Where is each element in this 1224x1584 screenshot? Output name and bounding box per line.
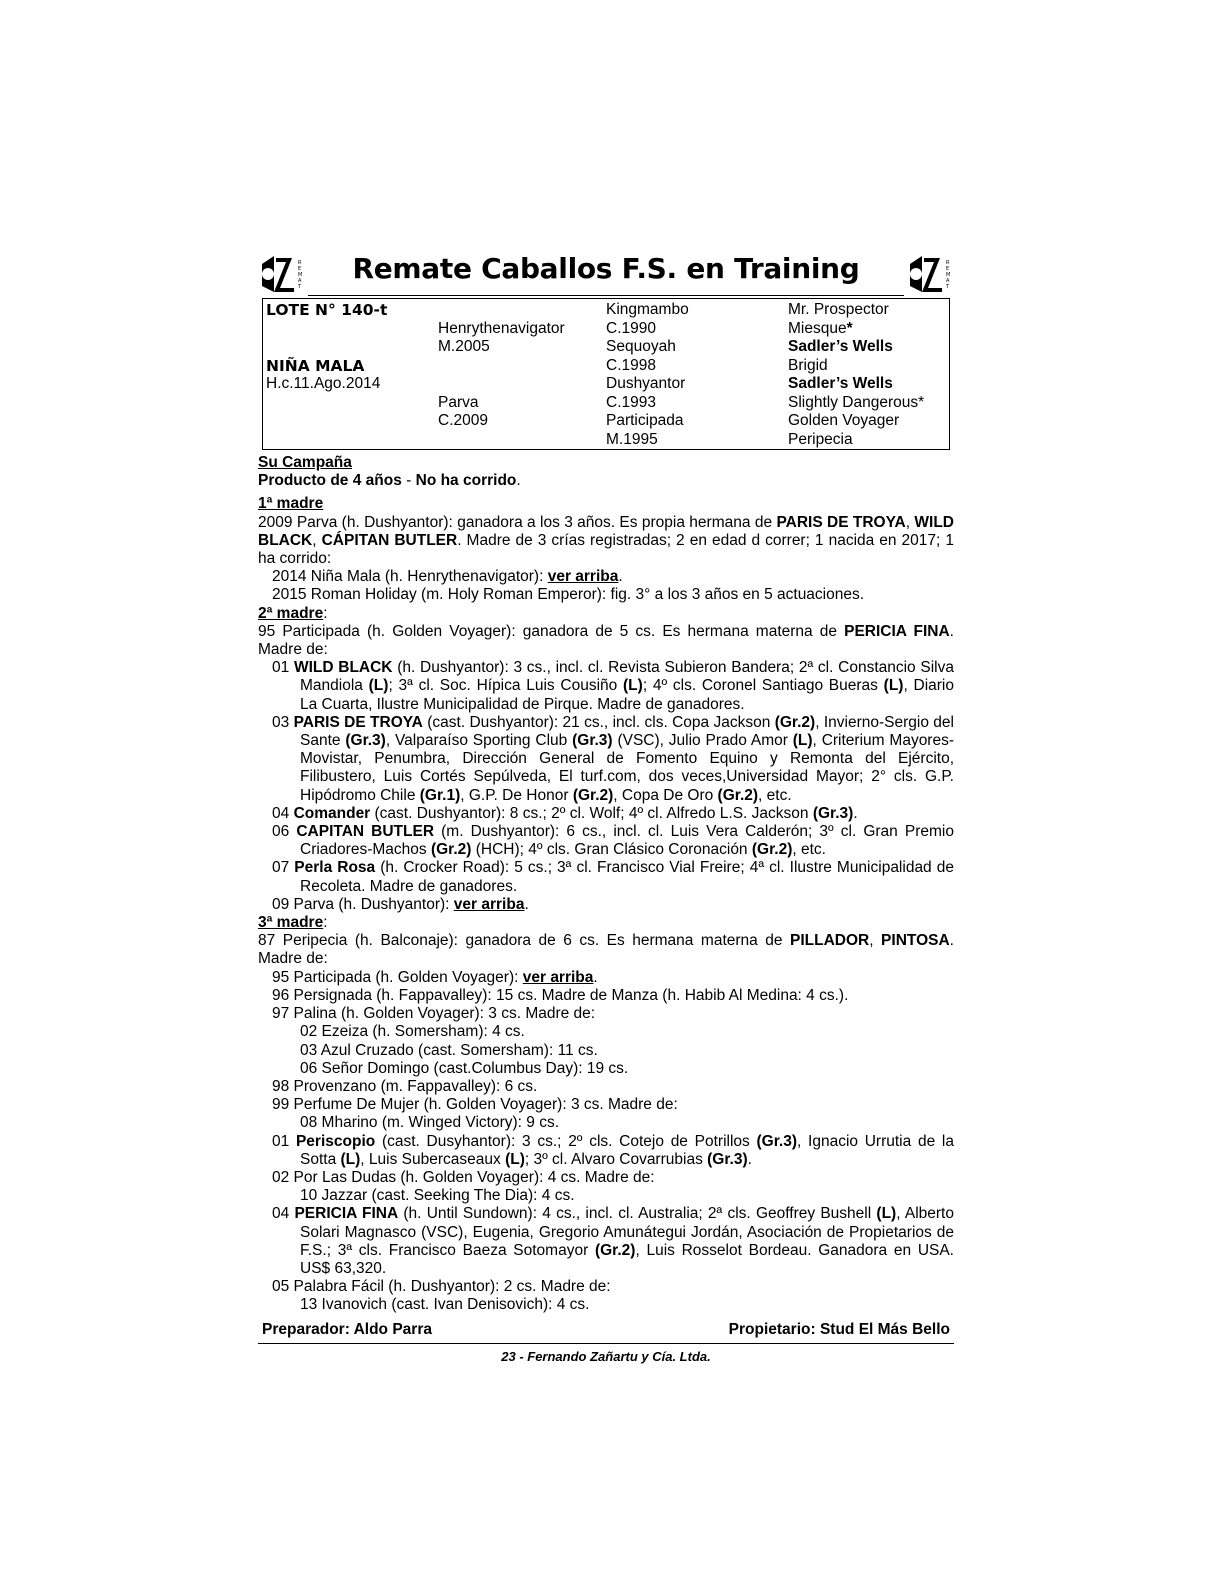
ggp-8: Peripecia [788, 430, 853, 448]
list-item: 99 Perfume De Mujer (h. Golden Voyager): 3 cs. Madre de: [272, 1096, 678, 1114]
list-item: 04 PERICIA FINA (h. Until Sundown): 4 cs., incl. cl. Australia; 2ª cls. Geoffrey Bushell (L), Alberto Solari Magnasco (VSC), Eugenia, Gregorio Amunátegui Jordán, Asociación de Propietarios de F.S.; 3ª cls. Francisco Baeza Sotomayor (Gr.2), Luis Rosselot Bordeau. Ganadora en USA. US$ 63,320. [272, 1205, 954, 1277]
list-item: 06 CAPITAN BUTLER (m. Dushyantor): 6 cs., incl. cl. Luis Vera Calderón; 3º cl. Gran Premio Criadores-Machos (Gr.2) (HCH); 4º cls. Gran Clásico Coronación (Gr.2), etc. [272, 823, 954, 859]
list-item: 95 Participada (h. Golden Voyager): ver arriba. [272, 968, 598, 986]
ggp-5: Sadler’s Wells [788, 375, 893, 392]
svg-text:R: R [298, 260, 302, 266]
pedigree-col-great-grandparents [788, 301, 958, 449]
ggp-7: Golden Voyager [788, 412, 900, 429]
page-title: Remate Caballos F.S. en Training [352, 252, 860, 285]
remates-logo-icon [258, 254, 306, 294]
list-item: 06 Señor Domingo (cast.Columbus Day): 19 cs. [300, 1059, 629, 1077]
svg-text:M: M [298, 272, 303, 278]
page-header [258, 250, 954, 298]
second-dam-paragraph: 95 Participada (h. Golden Voyager): ganadora de 5 cs. Es hermana materna de PERICIA FINA. Madre de: [258, 622, 954, 659]
remates-logo-icon [906, 254, 954, 294]
grandsire-sire-info: C.1990 [606, 319, 656, 337]
horse-info: H.c.11.Ago.2014 [266, 375, 381, 392]
pedigree-box [262, 298, 950, 450]
ver-arriba-link[interactable]: ver arriba [453, 895, 525, 913]
grandsire-sire: Kingmambo [606, 301, 689, 318]
svg-text:T: T [298, 284, 302, 290]
third-dam-paragraph: 87 Peripecia (h. Balconaje): ganadora de 6 cs. Es hermana materna de PILLADOR, PINTOSA. Madre de: [258, 932, 954, 968]
sire-info: M.2005 [438, 338, 490, 355]
catalog-page [258, 250, 954, 1366]
grandsire-dam: Dushyantor [606, 375, 686, 392]
dam-info: C.2009 [438, 412, 488, 429]
list-item: 08 Mharino (m. Winged Victory): 9 cs. [300, 1114, 559, 1132]
pedigree-col-horse [266, 301, 436, 394]
grandsire-dam-info: C.1993 [606, 393, 656, 411]
lot-details [258, 454, 954, 1366]
list-item: 2014 Niña Mala (h. Henrythenavigator): ver arriba. [272, 568, 623, 586]
list-item: 03 PARIS DE TROYA (cast. Dushyantor): 21 cs., incl. cls. Copa Jackson (Gr.2), Invierno-Sergio del Sante (Gr.3), Valparaíso Sporting Club (Gr.3) (VSC), Julio Prado Amor (L), Criterium Mayores-Movistar, Penumbra, Dirección General de Fomento Equino y Remonta del Ejército, Filibustero, Luis Cortés Sepúlveda, El turf.com, dos veces,Universidad Mayor; 2° cls. G.P. Hipódromo Chile (Gr.1), G.P. De Honor (Gr.2), Copa De Oro (Gr.2), etc. [272, 713, 955, 804]
first-dam-paragraph: 2009 Parva (h. Dushyantor): ganadora a los 3 años. Es propia hermana de PARIS DE TROYA, WILD BLACK, CÁPITAN BUTLER. Madre de 3 crías registradas; 2 en edad d correr; 1 nacida en 2017; 1 ha corrido: [258, 513, 955, 568]
ggp-2: Miesque* [788, 319, 853, 337]
third-dam-heading: 3ª madre: [258, 914, 328, 932]
ggp-6: Slightly Dangerous* [788, 393, 925, 411]
svg-text:E: E [298, 266, 302, 272]
first-dam-heading: 1ª madre [258, 495, 324, 513]
granddam-dam-info: M.1995 [606, 430, 658, 448]
footer-rule [258, 1343, 954, 1344]
granddam-dam: Participada [606, 412, 684, 429]
lot-number: LOTE N° 140-t [266, 301, 388, 319]
svg-text:A: A [946, 278, 950, 284]
svg-text:A: A [298, 278, 302, 284]
pedigree-col-grandparents [606, 301, 786, 449]
ggp-1: Mr. Prospector [788, 301, 889, 318]
horse-name: NIÑA MALA [266, 356, 365, 375]
campaign-heading: Su Campaña [258, 454, 352, 471]
dam-name: Parva [438, 393, 479, 411]
list-item: 02 Ezeiza (h. Somersham): 4 cs. [300, 1023, 525, 1041]
list-item: 13 Ivanovich (cast. Ivan Denisovich): 4 cs. [300, 1296, 590, 1314]
list-item: 02 Por Las Dudas (h. Golden Voyager): 4 cs. Madre de: [272, 1168, 655, 1186]
pedigree-col-parents [438, 301, 608, 431]
list-item: 04 Comander (cast. Dushyantor): 8 cs.; 2º cl. Wolf; 4º cl. Alfredo L.S. Jackson (Gr.3). [272, 804, 858, 822]
list-item: 07 Perla Rosa (h. Crocker Road): 5 cs.; 3ª cl. Francisco Vial Freire; 4ª cl. Ilustre Municipalidad de Recoleta. Madre de ganadores. [272, 859, 954, 895]
footer-row [258, 1321, 954, 1339]
owner: Propietario: Stud El Más Bello [728, 1320, 950, 1338]
granddam-sire: Sequoyah [606, 338, 676, 355]
page-credit: 23 - Fernando Zañartu y Cía. Ltda. [501, 1348, 711, 1364]
svg-text:M: M [946, 272, 951, 278]
svg-text:T: T [946, 284, 950, 290]
list-item: 05 Palabra Fácil (h. Dushyantor): 2 cs. Madre de: [272, 1278, 611, 1296]
list-item: 96 Persignada (h. Fappavalley): 15 cs. Madre de Manza (h. Habib Al Medina: 4 cs.). [272, 986, 849, 1004]
ggp-3: Sadler’s Wells [788, 338, 893, 355]
list-item: 2015 Roman Holiday (m. Holy Roman Emperor): fig. 3° a los 3 años en 5 actuaciones. [272, 586, 865, 604]
list-item: 03 Azul Cruzado (cast. Somersham): 11 cs. [300, 1041, 598, 1059]
ver-arriba-link[interactable]: ver arriba [522, 968, 594, 986]
list-item: 97 Palina (h. Golden Voyager): 3 cs. Madre de: [272, 1005, 596, 1023]
sire-name: Henrythenavigator [438, 319, 565, 337]
list-item: 98 Provenzano (m. Fappavalley): 6 cs. [272, 1077, 538, 1095]
title-rule [308, 295, 904, 296]
campaign-text: Producto de 4 años - No ha corrido. [258, 472, 521, 490]
trainer: Preparador: Aldo Parra [262, 1320, 432, 1338]
list-item: 10 Jazzar (cast. Seeking The Dia): 4 cs. [300, 1187, 575, 1205]
second-dam-heading: 2ª madre: [258, 604, 328, 622]
list-item: 01 Periscopio (cast. Dusyhantor): 3 cs.; 2º cls. Cotejo de Potrillos (Gr.3), Ignacio Urrutia de la Sotta (L), Luis Subercaseaux (L); 3º cl. Alvaro Covarrubias (Gr.3). [272, 1132, 954, 1168]
list-item: 09 Parva (h. Dushyantor): ver arriba. [272, 895, 529, 913]
svg-text:E: E [946, 266, 950, 272]
granddam-sire-info: C.1998 [606, 356, 656, 374]
ver-arriba-link[interactable]: ver arriba [547, 568, 619, 586]
ggp-4: Brigid [788, 356, 828, 374]
svg-text:R: R [946, 260, 950, 266]
list-item: 01 WILD BLACK (h. Dushyantor): 3 cs., incl. cl. Revista Subieron Bandera; 2ª cl. Constancio Silva Mandiola (L); 3ª cl. Soc. Hípica Luis Cousiño (L); 4º cls. Coronel Santiago Bueras (L), Diario La Cuarta, Ilustre Municipalidad de Pirque. Madre de ganadores. [272, 659, 954, 713]
